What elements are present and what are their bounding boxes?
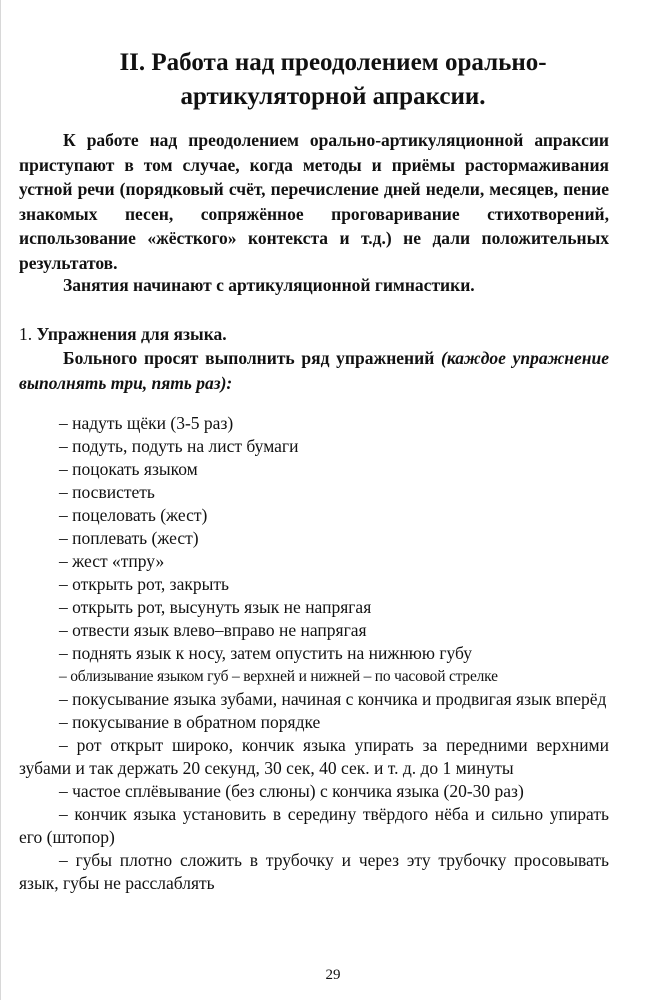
chapter-title-line-1: II. Работа над преодолением орально-: [119, 49, 547, 76]
list-item: – отвести язык влево–вправо не напрягая: [59, 620, 367, 640]
section-intro-note: (каждое упражнение выполнять три, пять раз):: [19, 348, 609, 393]
chapter-title-line-2: артикуляторной апраксии.: [180, 83, 486, 110]
list-item: – жест «тпру»: [59, 551, 165, 571]
list-item: – поднять язык к носу, затем опустить на нижнюю губу: [59, 643, 473, 663]
list-item: – открыть рот, высунуть язык не напрягая: [59, 597, 372, 617]
list-item: – надуть щёки (3-5 раз): [59, 413, 234, 433]
page-number: 29: [325, 967, 341, 983]
list-item: – частое сплёвывание (без слюны) с кончика языка (20-30 раз): [59, 781, 524, 801]
list-item: – облизывание языком губ – верхней и нижней – по часовой стрелке: [59, 668, 498, 685]
section-number: 1.: [19, 324, 33, 344]
list-item: – поцокать языком: [59, 459, 198, 479]
intro-paragraph-2: Занятия начинают с артикуляционной гимнастики.: [63, 275, 475, 295]
list-item: – посвистеть: [59, 482, 155, 502]
list-item: – рот открыт широко, кончик языка упирать за передними верхними зубами и так держать 20 секунд, 30 сек, 40 сек. и т. д. до 1 минуты: [19, 735, 609, 778]
list-item: – подуть, подуть на лист бумаги: [59, 436, 299, 456]
chapter-title: [1, 46, 664, 114]
exercise-list: [19, 412, 609, 895]
list-item: – покусывание языка зубами, начиная с кончика и продвигая язык вперёд: [59, 689, 607, 709]
list-item: – открыть рот, закрыть: [59, 574, 229, 594]
list-item: – кончик языка установить в середину твёрдого нёба и сильно упирать его (штопор): [19, 804, 609, 847]
intro-paragraph: К работе над преодолением орально-артикуляционной апраксии приступают в том случае, когда методы и приёмы растормаживания устной речи (порядковый счёт, перечисление дней недели, месяцев, пение знакомых песен, сопряжённое проговаривание стихотворений, использование «жёсткого» контекста и т.д.) не дали положительных результатов.: [19, 130, 609, 273]
list-item: – поцеловать (жест): [59, 505, 208, 525]
list-item: – губы плотно сложить в трубочку и через эту трубочку просовывать язык, губы не расслаблять: [19, 850, 609, 893]
section-intro-text: Больного просят выполнить ряд упражнений: [63, 348, 435, 368]
list-item: – поплевать (жест): [59, 528, 199, 548]
section-intro: [19, 346, 609, 395]
list-item: – покусывание в обратном порядке: [59, 712, 321, 732]
section-title: Упражнения для языка.: [36, 324, 227, 344]
section-heading: [19, 322, 227, 346]
